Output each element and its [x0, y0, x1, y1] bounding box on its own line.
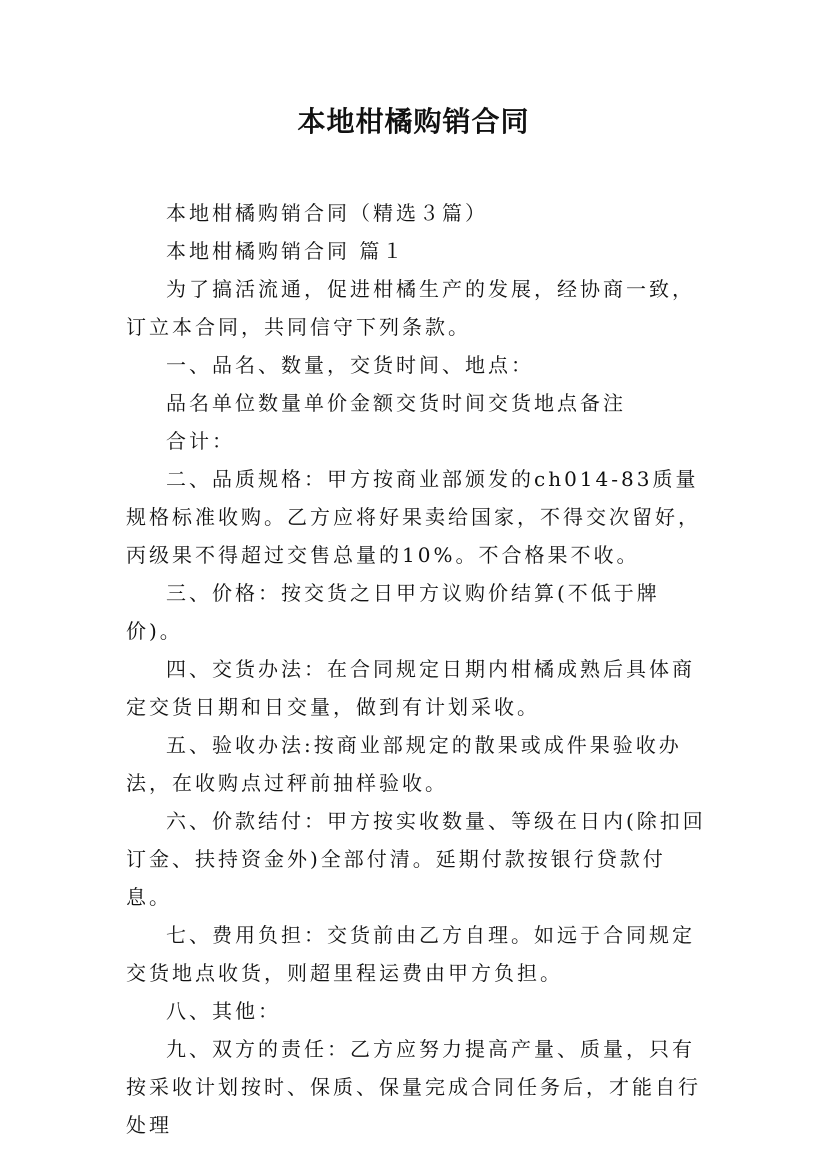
document-title: 本地柑橘购销合同: [297, 105, 530, 138]
paragraph-section-heading: 本地柑橘购销合同 篇１: [166, 239, 406, 263]
paragraph-clause-9: 九、双方的责任：乙方应努力提高产量、质量，只有按采收计划按时、保质、保量完成合同任务后，才能自行处理: [126, 1037, 701, 1137]
paragraph-preamble: 为了搞活流通，促进柑橘生产的发展，经协商一致，订立本合同，共同信守下列条款。: [126, 277, 695, 339]
paragraph-clause-2: 二、品质规格：甲方按商业部颁发的ch014-83质量规格标准收购。乙方应将好果卖给国家，不得交次留好，丙级果不得超过交售总量的10%。不合格果不收。: [126, 467, 701, 567]
paragraph-clause-4: 四、交货办法：在合同规定日期内柑橘成熟后具体商定交货日期和日交量，做到有计划采收。: [126, 657, 695, 719]
paragraph-clause-3: 三、价格：按交货之日甲方议购价结算(不低于牌价)。: [126, 581, 660, 643]
paragraph-clause-1: 一、品名、数量，交货时间、地点：: [166, 353, 534, 377]
paragraph-table-header: 品名单位数量单价金额交货时间交货地点备注: [166, 391, 626, 415]
paragraph-clause-6: 六、价款结付：甲方按实收数量、等级在日内(除扣回订金、扶持资金外)全部付清。延期付款按银行贷款付息。: [126, 809, 706, 909]
paragraph-clause-5: 五、验收办法:按商业部规定的散果或成件果验收办法，在收购点过秤前抽样验收。: [126, 733, 682, 795]
paragraph-clause-7: 七、费用负担：交货前由乙方自理。如远于合同规定交货地点收货，则超里程运费由甲方负担。: [126, 923, 695, 985]
paragraph-subtitle: 本地柑橘购销合同（精选３篇）: [166, 201, 488, 225]
document-body: [126, 194, 706, 1144]
paragraph-total: 合计：: [166, 429, 235, 453]
paragraph-clause-8: 八、其他：: [166, 999, 281, 1023]
